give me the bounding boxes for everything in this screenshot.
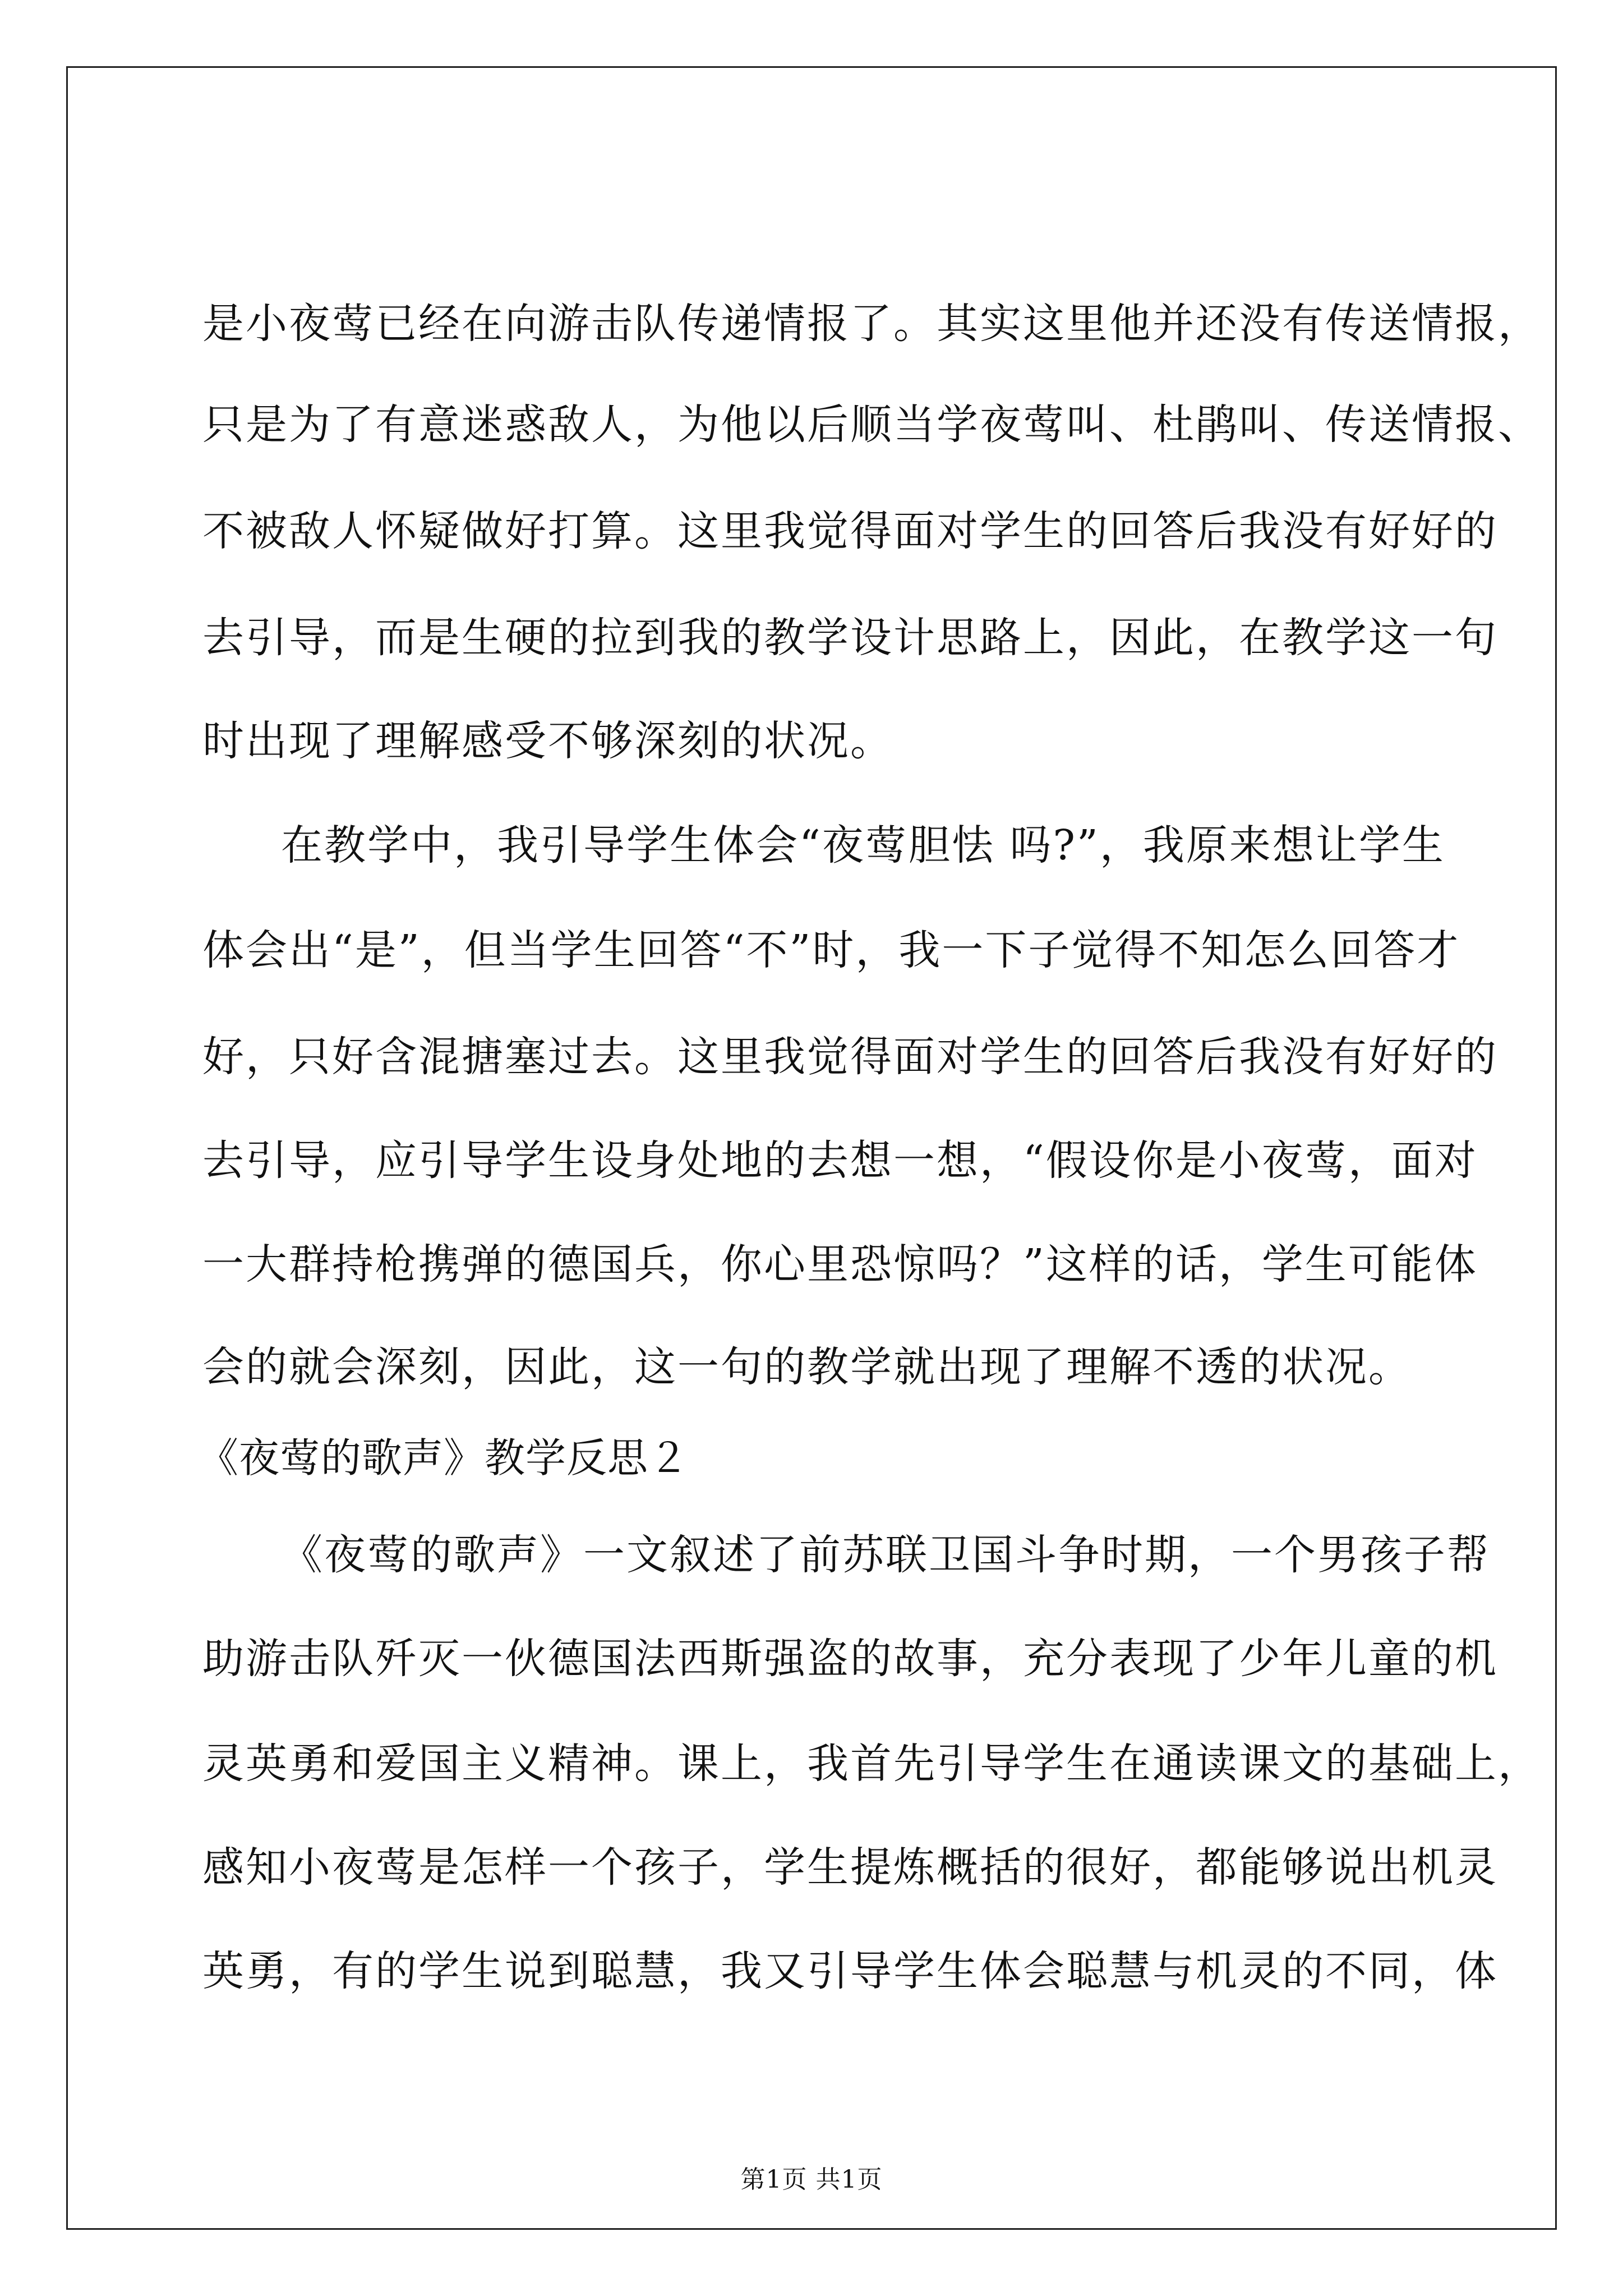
paragraph-3-line-1: 《夜莺的歌声》一文叙述了前苏联卫国斗争时期，一个男孩子帮 xyxy=(281,1531,1490,1579)
paragraph-2-line-2: 体会出“是”，但当学生回答“不”时，我一下子觉得不知怎么回答才 xyxy=(202,926,1460,974)
paragraph-1-line-2: 只是为了有意迷惑敌人，为他以后顺当学夜莺叫、杜鹃叫、传送情报、 xyxy=(202,401,1541,449)
paragraph-3-line-4: 感知小夜莺是怎样一个孩子，学生提炼概括的很好，都能够说出机灵 xyxy=(202,1843,1498,1892)
paragraph-3-line-2: 助游击队歼灭一伙德国法西斯强盗的故事，充分表现了少年儿童的机 xyxy=(202,1635,1498,1683)
paragraph-2-line-6: 会的就会深刻，因此，这一句的教学就出现了理解不透的状况。 xyxy=(202,1343,1412,1391)
paragraph-2-line-1: 在教学中，我引导学生体会“夜莺胆怯 吗?”，我原来想让学生 xyxy=(281,821,1445,869)
paragraph-1-line-1: 是小夜莺已经在向游击队传递情报了。其实这里他并还没有传送情报， xyxy=(202,300,1541,348)
paragraph-1-line-3: 不被敌人怀疑做好打算。这里我觉得面对学生的回答后我没有好好的 xyxy=(202,507,1498,555)
paragraph-2-line-4: 去引导，应引导学生设身处地的去想一想，“假设你是小夜莺，面对 xyxy=(202,1137,1478,1185)
page-frame xyxy=(66,66,1557,2230)
paragraph-2-line-3: 好，只好含混搪塞过去。这里我觉得面对学生的回答后我没有好好的 xyxy=(202,1033,1498,1081)
paragraph-2-line-5: 一大群持枪携弹的德国兵，你心里恐惊吗？”这样的话，学生可能体 xyxy=(202,1240,1478,1289)
page-footer: 第1页 共1页 xyxy=(740,2165,883,2194)
paragraph-3-line-5: 英勇，有的学生说到聪慧，我又引导学生体会聪慧与机灵的不同，体 xyxy=(202,1947,1498,1995)
paragraph-1-line-4: 去引导，而是生硬的拉到我的教学设计思路上，因此，在教学这一句 xyxy=(202,614,1498,662)
section-heading: 《夜莺的歌声》教学反思２ xyxy=(198,1434,690,1481)
paragraph-1-line-5: 时出现了理解感受不够深刻的状况。 xyxy=(202,717,893,765)
paragraph-3-line-3: 灵英勇和爱国主义精神。课上，我首先引导学生在通读课文的基础上， xyxy=(202,1740,1541,1788)
document-body xyxy=(68,68,1555,2228)
